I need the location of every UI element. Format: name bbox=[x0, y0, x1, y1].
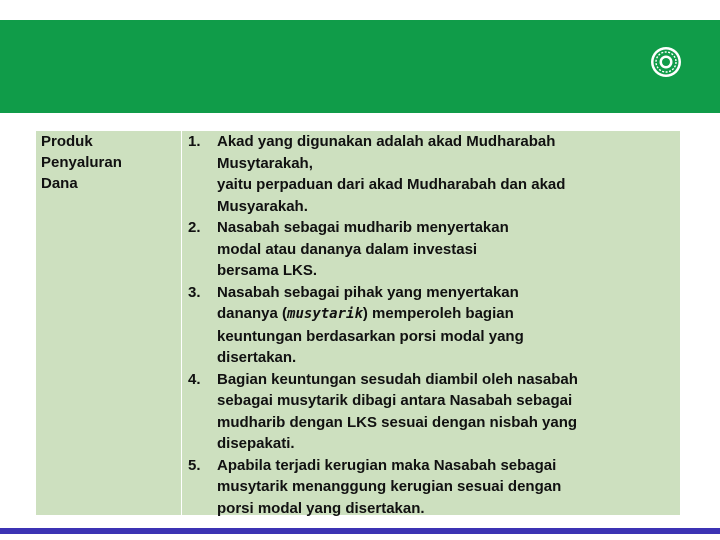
product-label: Produk Penyaluran Dana bbox=[41, 133, 122, 192]
item-text: Akad yang digunakan adalah akad Mudharabah Musytarakah, yaitu perpaduan dari akad Mudharabah dan akad Musyarakah. bbox=[217, 133, 566, 215]
item-number: 2. bbox=[188, 219, 201, 236]
table-left-column bbox=[36, 131, 182, 515]
item-number: 1. bbox=[188, 133, 201, 150]
list-item bbox=[188, 131, 680, 217]
description-list bbox=[188, 131, 680, 519]
italic-term: musytarik bbox=[287, 306, 363, 322]
list-item bbox=[188, 282, 680, 369]
table-right-column bbox=[182, 131, 680, 515]
item-number: 4. bbox=[188, 370, 201, 388]
list-item bbox=[188, 369, 680, 455]
item-number: 3. bbox=[188, 283, 201, 301]
item-text: Apabila terjadi kerugian maka Nasabah sebagai musytarik menanggung kerugian sesuai dengan porsi modal yang disertakan. bbox=[217, 456, 562, 517]
item-text: Bagian keuntungan sesudah diambil oleh nasabah sebagai musytarik dibagi antara Nasabah sebagai mudharib dengan LKS sesuai dengan nisbah yang disepakati. bbox=[217, 370, 578, 452]
item-text: Nasabah sebagai mudharib menyertakan modal atau dananya dalam investasi bersama LKS. bbox=[217, 219, 509, 279]
item-text-end: ) memperoleh bagian keuntungan berdasarkan porsi modal yang disertakan. bbox=[217, 305, 524, 366]
item-number: 5. bbox=[188, 456, 201, 474]
list-item bbox=[188, 217, 680, 282]
footer-line bbox=[0, 528, 720, 534]
list-item bbox=[188, 455, 680, 520]
item-text-start: Nasabah sebagai pihak yang menyertakan dananya ( bbox=[217, 283, 519, 322]
emblem-logo-icon bbox=[650, 46, 682, 78]
header-band bbox=[0, 20, 720, 113]
content-table bbox=[36, 131, 680, 515]
